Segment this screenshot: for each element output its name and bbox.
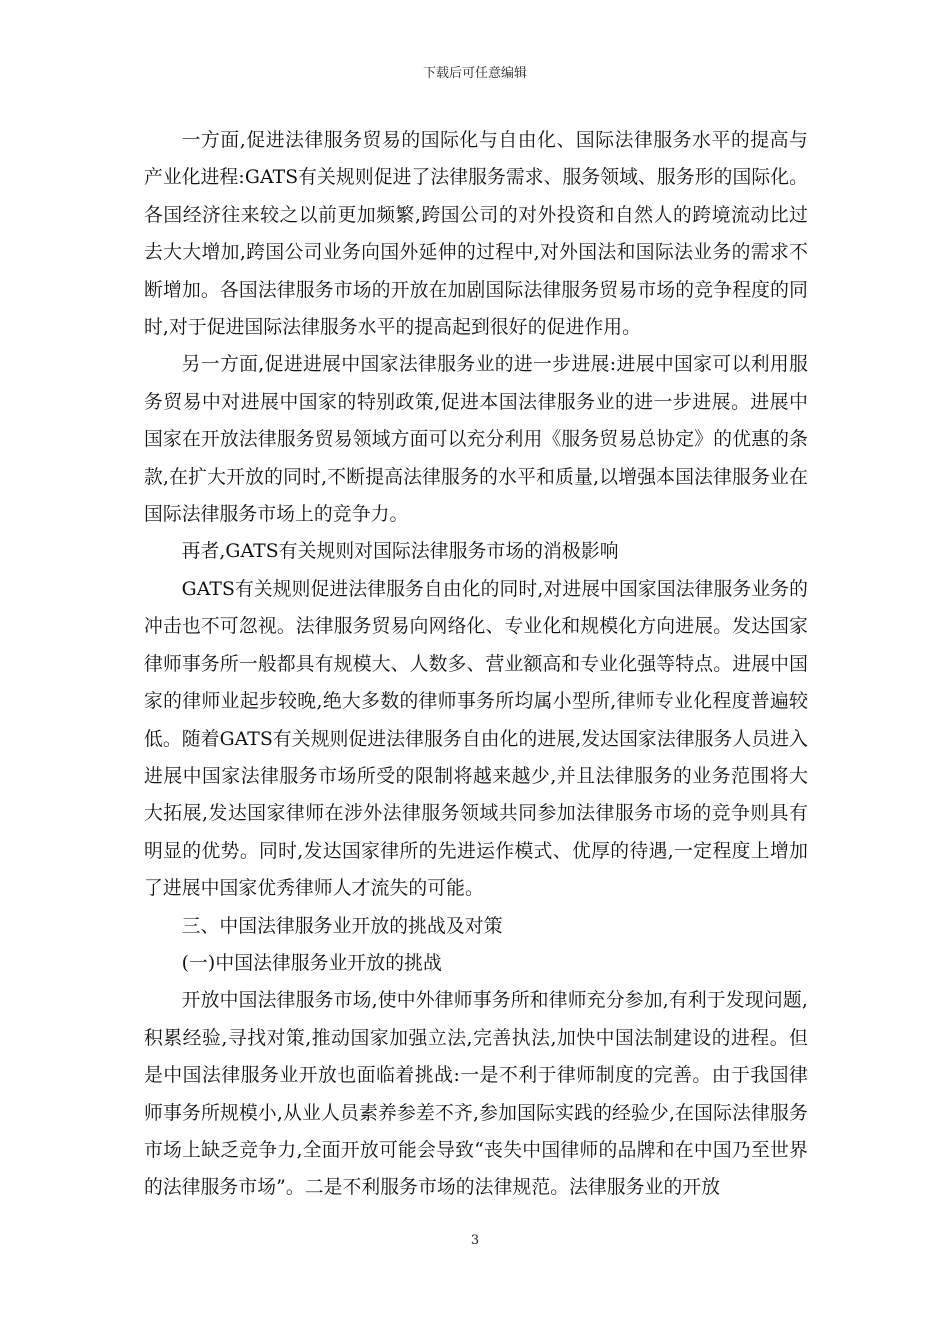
paragraph-5: 开放中国法律服务市场,使中外律师事务所和律师充分参加,有利于发现问题,积累经验,寻找对策,推动国家加强立法,完善执法,加快中国法制建设的进程。但是中国法律服务业开放也面临着挑战:一是不利于律师制度的完善。由于我国律师事务所规模小,从业人员素养参差不齐,参加国际实践的经验少,在国际法律服务市场上缺乏竞争力,全面开放可能会导致“丧失中国律师的品牌和在中国乃至世界的法律服务市场”。二是不利服务市场的法律规范。法律服务业的开放 [144,990,808,1199]
section-heading: 三、中国法律服务业开放的挑战及对策 [181,915,503,937]
paragraph-1: 一方面,促进法律服务贸易的国际化与自由化、国际法律服务水平的提高与产业化进程:GATS有关规则促进了法律服务需求、服务领域、服务形的国际化。各国经济往来较之以前更加频繁,跨国公司的对外投资和自然人的跨境流动比过去大大增加,跨国公司业务向国外延伸的过程中,对外国法和国际法业务的需求不断增加。各国法律服务市场的开放在加剧国际法律服务贸易市场的竞争程度的同时,对于促进国际法律服务水平的提高起到很好的促进作用。 [144,130,808,339]
paragraph-2: 另一方面,促进进展中国家法律服务业的进一步进展:进展中国家可以利用服务贸易中对进展中国家的特别政策,促进本国法律服务业的进一步进展。进展中国家在开放法律服务贸易领域方面可以充分利用《服务贸易总协定》的优惠的条款,在扩大开放的同时,不断提高法律服务的水平和质量,以增强本国法律服务业在国际法律服务市场上的竞争力。 [144,354,808,526]
subsection-heading: (一)中国法律服务业开放的挑战 [181,952,442,974]
paragraph-4: GATS有关规则促进法律服务自由化的同时,对进展中国家国法律服务业务的冲击也不可忽视。法律服务贸易向网络化、专业化和规模化方向进展。发达国家律师事务所一般都具有规模大、人数多、营业额高和专业化强等特点。进展中国家的律师业起步较晚,绝大多数的律师事务所均属小型所,律师专业化程度普遍较低。随着GATS有关规则促进法律服务自由化的进展,发达国家法律服务人员进入进展中国家法律服务市场所受的限制将越来越少,并且法律服务的业务范围将大大拓展,发达国家律师在涉外法律服务领域共同参加法律服务市场的竞争则具有明显的优势。同时,发达国家律所的先进运作模式、优厚的待遇,一定程度上增加了进展中国家优秀律师人才流失的可能。 [144,578,808,900]
document-body [144,122,808,1207]
page-number: 3 [470,1233,480,1248]
page-header: 下载后可任意编辑 [422,66,527,81]
paragraph-3: 再者,GATS有关规则对国际法律服务市场的消极影响 [181,541,619,563]
